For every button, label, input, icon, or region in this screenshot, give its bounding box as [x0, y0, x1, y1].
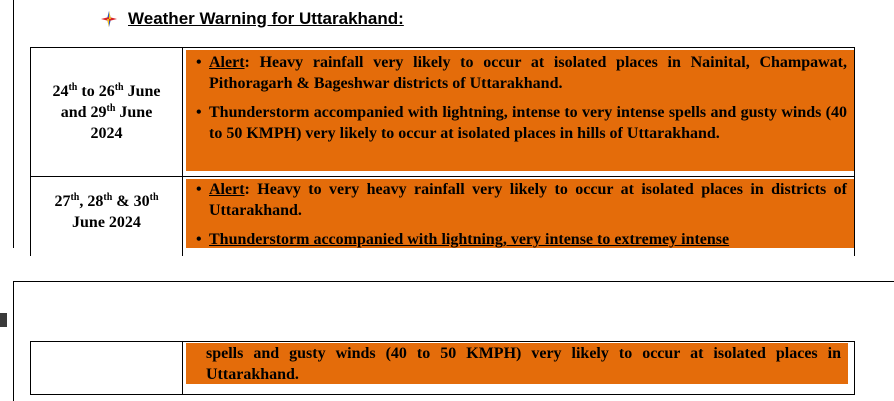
pin-icon	[100, 10, 118, 28]
alert-text: : Heavy to very heavy rainfall very likely to occur at isolated places in districts of Uttarakhand.	[209, 181, 847, 219]
bullet: •	[196, 181, 202, 198]
date-cell-row2	[30, 176, 183, 256]
warning-cell-row2-continued	[186, 343, 848, 384]
thunder-item-row1	[186, 102, 847, 144]
date-line: 24th to 26th June	[52, 81, 161, 100]
date-line: 27th, 28th & 30th	[54, 192, 159, 210]
date-cell-row2-continued	[30, 341, 183, 395]
thunder-item-row2	[186, 229, 847, 248]
bullet: •	[196, 231, 202, 248]
thunder-text: Thunderstorm accompanied with lightning, intense to very intense spells and gusty winds (40 to 50 KMPH) very likely to occur at isolated places in hills of Uttarakhand.	[209, 104, 847, 142]
bullet: •	[196, 104, 202, 121]
bullet: •	[196, 54, 202, 71]
alert-item-row1	[186, 52, 847, 94]
alert-text: : Heavy rainfall very likely to occur at isolated places in Nainital, Champawat, Pithoragarh & Bageshwar districts of Uttarakhand.	[209, 54, 847, 92]
alert-label: Alert	[209, 54, 245, 71]
warning-cell-row2	[186, 179, 854, 248]
page-title: Weather Warning for Uttarakhand:	[128, 9, 404, 28]
date-cell-row1	[30, 47, 183, 177]
date-text-row1	[52, 81, 160, 144]
date-line: 2024	[90, 124, 123, 142]
date-line: June 2024	[72, 214, 141, 231]
warning-heading	[100, 8, 404, 30]
date-line: and 29th June	[60, 102, 153, 121]
alert-item-row2	[186, 179, 847, 221]
thunder-text: Thunderstorm accompanied with lightning, very intense to extremey intense	[209, 231, 730, 248]
warning-cell-row1	[186, 50, 854, 171]
page-break-marker	[0, 313, 7, 327]
alert-label: Alert	[209, 181, 245, 198]
date-text-row2	[54, 191, 158, 233]
thunder-text-continued: spells and gusty winds (40 to 50 KMPH) very likely to occur at isolated places in Uttarakhand.	[206, 345, 841, 383]
